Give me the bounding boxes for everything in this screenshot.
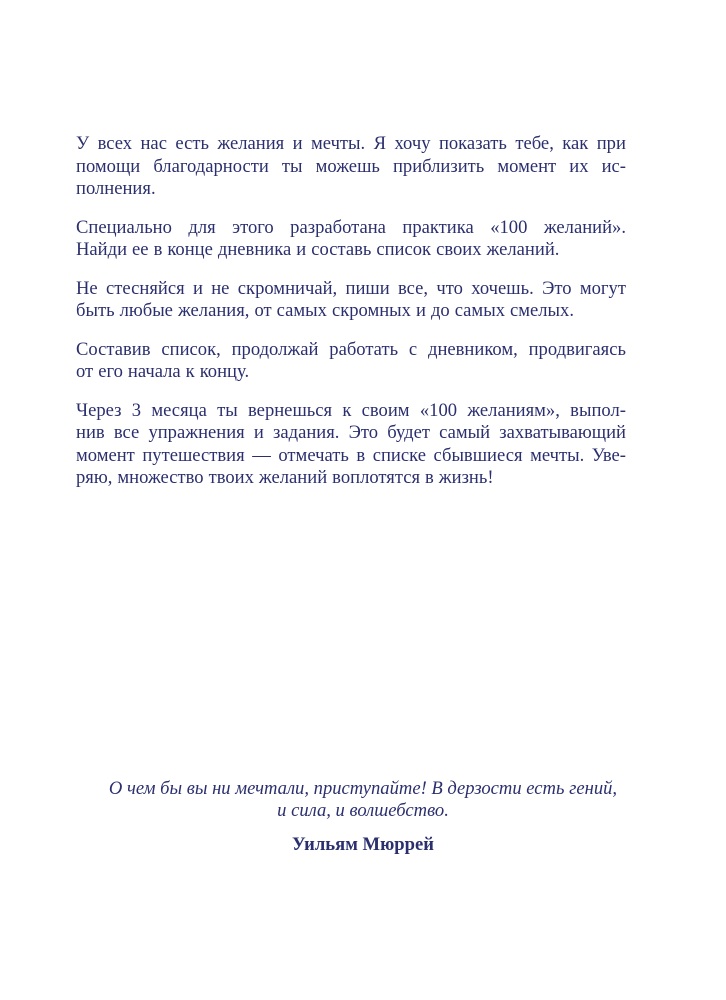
text-line: Найди ее в конце дневника и составь список своих желаний.	[76, 239, 560, 260]
quote-author: Уильям Мюррей	[292, 834, 434, 855]
text-line: Не стесняйся и не скромничай, пиши все, что хочешь. Это могут	[76, 277, 626, 299]
body-text	[76, 133, 626, 506]
paragraph	[76, 339, 626, 384]
text-line: Составив список, продолжай работать с дневником, продвигаясь	[76, 338, 626, 360]
text-line: ряю, множество твоих желаний воплотятся в жизнь!	[76, 467, 494, 488]
paragraph	[76, 217, 626, 262]
quote-line-2: и сила, и волшебство.	[277, 800, 449, 821]
text-line: полнения.	[76, 178, 156, 199]
paragraph	[76, 400, 626, 490]
text-line: быть любые желания, от самых скромных и до самых смелых.	[76, 300, 574, 321]
text-line: У всех нас есть желания и мечты. Я хочу показать тебе, как при	[76, 133, 626, 154]
quote-line-1: О чем бы вы ни мечтали, приступайте! В дерзости есть гений,	[108, 778, 618, 799]
text-line: от его начала к концу.	[76, 361, 250, 382]
text-line: Специально для этого разработана практика «100 желаний».	[76, 216, 626, 238]
paragraph	[76, 278, 626, 323]
epigraph	[0, 778, 726, 856]
paragraph	[76, 133, 626, 201]
text-line: помощи благодарности ты можешь приблизить момент их ис-	[76, 155, 626, 177]
text-line: нив все упражнения и задания. Это будет самый захватывающий	[76, 422, 626, 443]
text-line: Через 3 месяца ты вернешься к своим «100 желаниям», выпол-	[76, 399, 626, 421]
text-line: момент путешествия — отмечать в списке сбывшиеся мечты. Уве-	[76, 444, 626, 466]
